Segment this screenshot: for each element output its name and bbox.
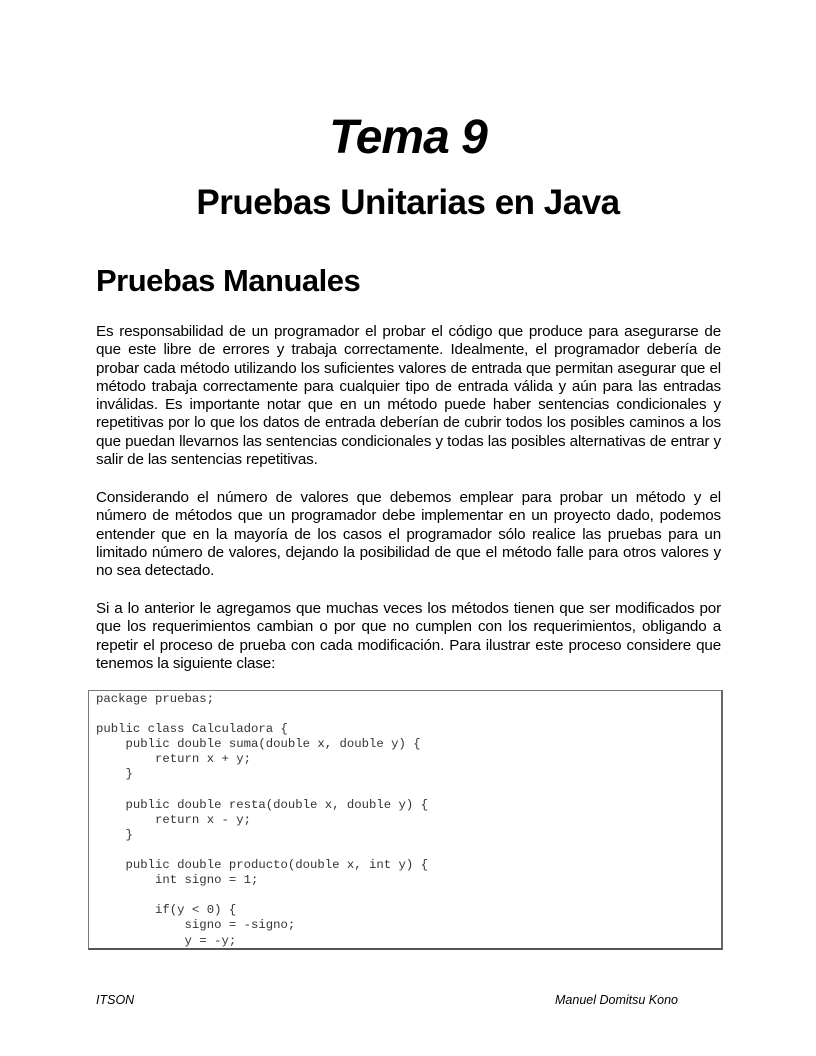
code-line: }: [96, 767, 133, 782]
code-line: public class Calculadora {: [96, 722, 288, 737]
code-line: [96, 707, 721, 722]
code-line: public double suma(double x, double y) {: [96, 737, 421, 752]
document-subtitle: Pruebas Unitarias en Java: [196, 183, 620, 222]
code-line: }: [96, 827, 133, 842]
code-listing: [88, 690, 723, 950]
footer-author: Manuel Domitsu Kono: [555, 993, 678, 1007]
code-line: int signo = 1;: [96, 873, 259, 888]
code-block: [89, 691, 721, 949]
paragraph-2: Considerando el número de valores que debemos emplear para probar un método y el número de métodos que un programador debe implementar en un proyecto dado, podemos entender que en la mayoría de los casos el programador sólo realice las pruebas para un limitado número de valores, dejando la posibilidad de que el método falle para otros valores y no sea detectado.: [96, 489, 721, 580]
section-heading: Pruebas Manuales: [96, 263, 361, 298]
code-line: public double producto(double x, int y) {: [96, 858, 429, 873]
footer-institution: ITSON: [96, 993, 135, 1007]
code-line: return x + y;: [96, 752, 251, 767]
code-line: [96, 843, 721, 858]
paragraph-1: Es responsabilidad de un programador el probar el código que produce para asegurarse de que este libre de errores y trabaja correctamente. Idealmente, el programador debería de probar cada método utilizando los suficientes valores de entrada que permitan asegurar que el método trabaja correctamente para cualquier tipo de entrada válida y aún para las entradas inválidas. Es importante notar que en un método puede haber sentencias condicionales y repetitivas por lo que los datos de entrada deberían de cubrir todos los posibles caminos a los que puedan llevarnos las sentencias condicionales y todas las posibles alternativas de entrar y salir de las sentencias repetitivas.: [96, 323, 721, 469]
code-line: y = -y;: [96, 933, 237, 948]
code-line: [96, 783, 721, 798]
code-line: return x - y;: [96, 812, 251, 827]
code-line: signo = -signo;: [96, 918, 296, 933]
document-title: Tema 9: [329, 111, 487, 164]
code-line: [96, 888, 721, 903]
code-line: package pruebas;: [96, 692, 215, 706]
paragraph-3: Si a lo anterior le agregamos que muchas veces los métodos tienen que ser modificados por que los requerimientos cambian o por que no cumplen con los requerimientos, obligando a repetir el proceso de prueba con cada modificación. Para ilustrar este proceso considere que tenemos la siguiente clase:: [96, 600, 721, 672]
code-line: if(y < 0) {: [96, 903, 237, 918]
code-line: public double resta(double x, double y) {: [96, 797, 429, 812]
